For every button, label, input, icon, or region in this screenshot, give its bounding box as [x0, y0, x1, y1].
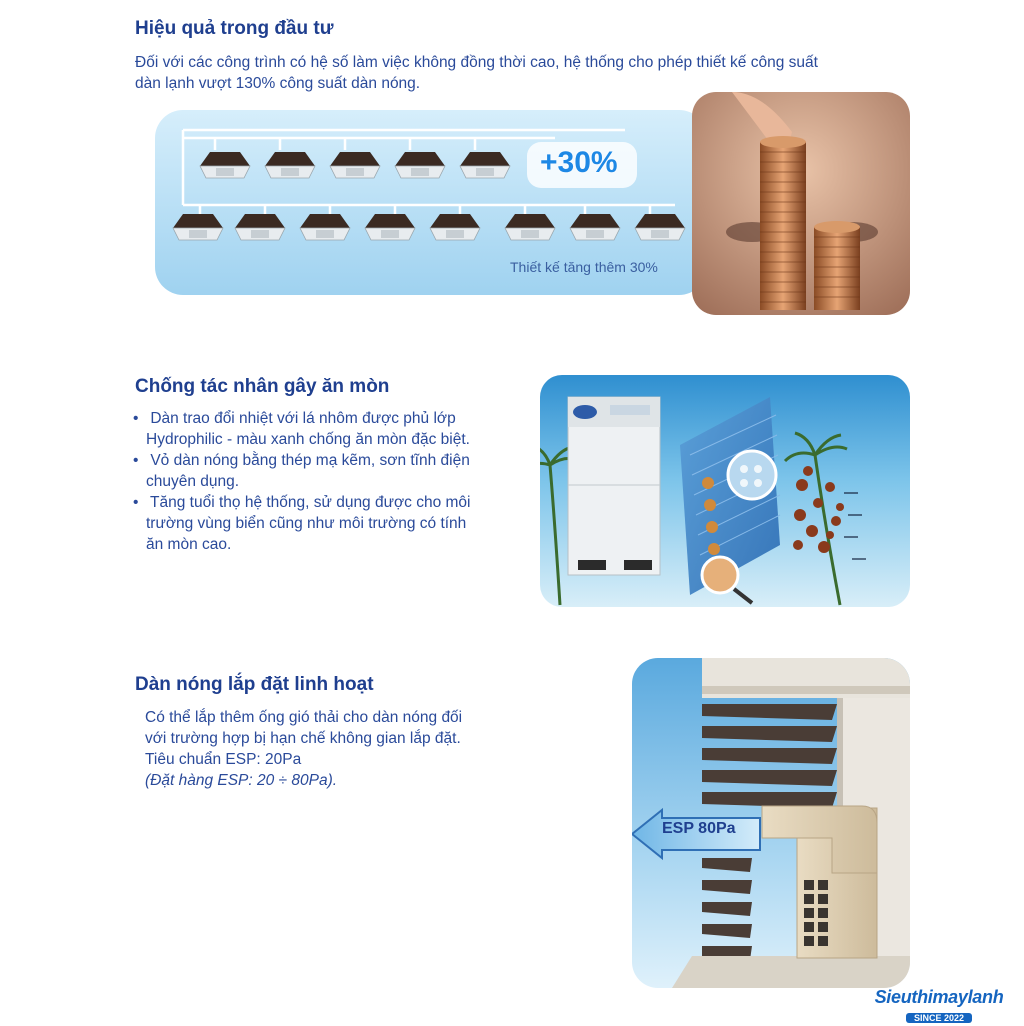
plus-thirty-badge: +30%: [540, 146, 618, 179]
bullet-line: trường vùng biển cũng như môi trường có tính: [146, 515, 467, 532]
bullet-line: Vỏ dàn nóng bằng thép mạ kẽm, sơn tĩnh điện: [150, 452, 470, 469]
bullet-line: chuyên dụng.: [146, 473, 240, 490]
brand-logo: [858, 987, 1020, 1026]
bullet-line: Hydrophilic - màu xanh chống ăn mòn đặc biệt.: [146, 431, 470, 448]
section1-line: Đối với các công trình có hệ số làm việc không đồng thời cao, hệ thống cho phép thiết kế công suất: [135, 54, 818, 71]
brand-name: Sieuthimaylanh: [874, 987, 1004, 1007]
section2-title: Chống tác nhân gây ăn mòn: [135, 376, 390, 397]
esp-arrow-label: ESP 80Pa: [662, 820, 736, 837]
cassette-diagram-panel: [155, 110, 707, 295]
section3-title: Dàn nóng lắp đặt linh hoạt: [135, 674, 374, 695]
bullet-item: [133, 450, 523, 492]
section3-line: với trường hợp bị hạn chế không gian lắp đặt.: [145, 730, 461, 747]
section1-line: dàn lạnh vượt 130% công suất dàn nóng.: [135, 75, 421, 92]
bullet-line: ăn mòn cao.: [146, 536, 232, 553]
section3-note: (Đặt hàng ESP: 20 ÷ 80Pa).: [145, 772, 338, 789]
section1-title: Hiệu quả trong đầu tư: [135, 18, 334, 39]
design-caption: Thiết kế tăng thêm 30%: [510, 259, 658, 275]
brand-since-badge: SINCE 2022: [906, 1013, 972, 1023]
bullet-line: Dàn trao đổi nhiệt với lá nhôm được phủ lớp: [150, 410, 456, 427]
section3-text: [145, 707, 462, 791]
section3-line: Có thể lắp thêm ống gió thải cho dàn nóng đối: [145, 709, 463, 726]
bullet-item: [133, 408, 523, 450]
coins-photo: [692, 92, 910, 315]
outdoor-unit-illustration: [632, 658, 910, 988]
section1-text: [135, 52, 818, 94]
corrosion-illustration: [540, 375, 910, 607]
section3-line: Tiêu chuẩn ESP: 20Pa: [145, 751, 302, 768]
bullet-item: [133, 492, 523, 555]
bullet-line: Tăng tuổi thọ hệ thống, sử dụng được cho môi: [150, 494, 471, 511]
section2-bullets: [133, 408, 523, 555]
